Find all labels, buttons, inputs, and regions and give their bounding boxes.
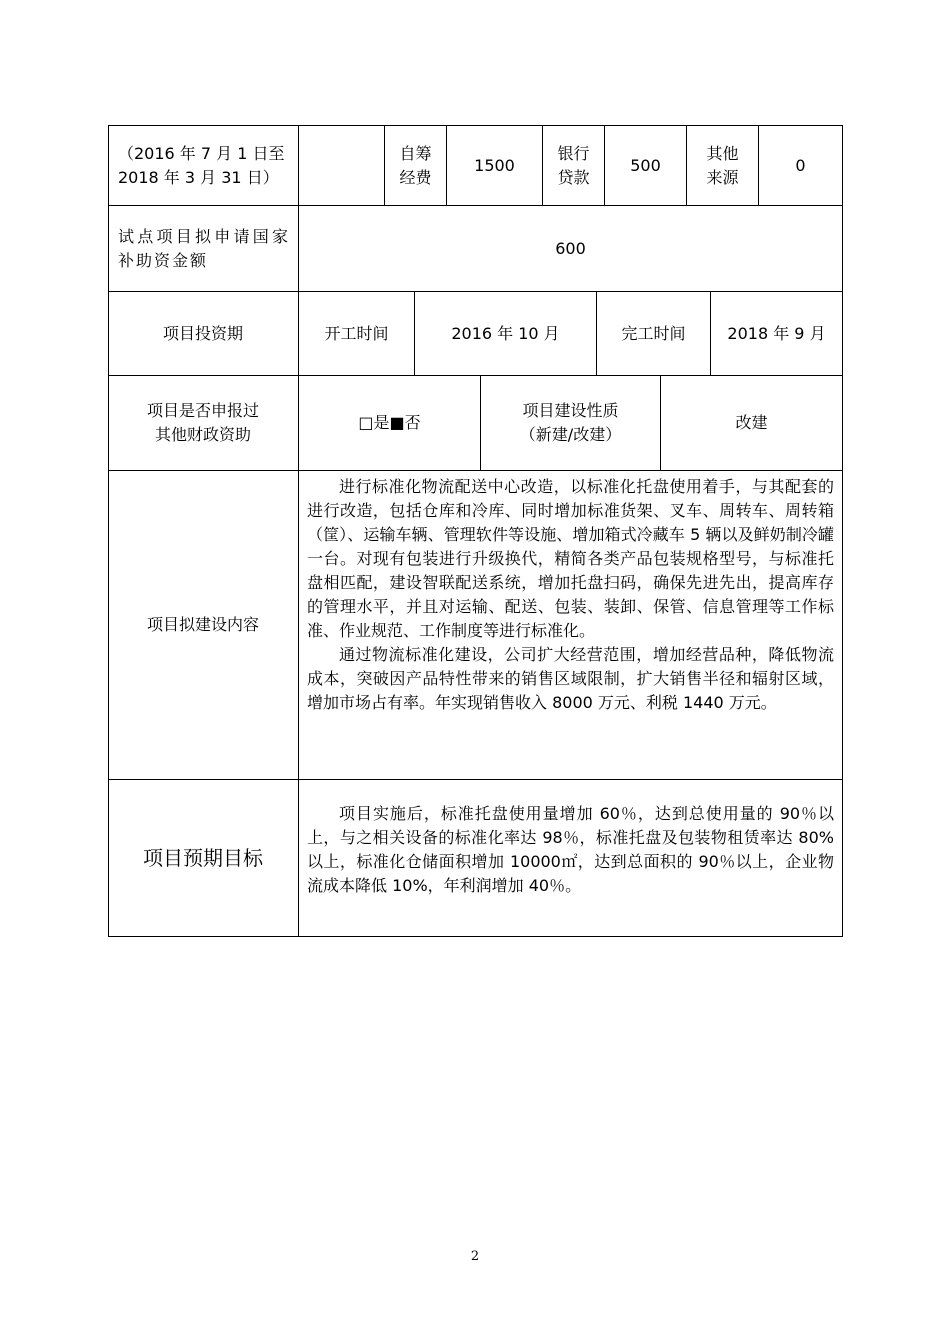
other-subsidy-label-cell xyxy=(108,376,298,470)
subsidy-label: 试点项目拟申请国家补助资金额 xyxy=(118,226,290,270)
other-source-label-cell xyxy=(686,126,758,205)
start-time-value: 2016 年 10 月 xyxy=(451,323,560,343)
subsidy-value: 600 xyxy=(555,238,586,258)
table-border-right xyxy=(842,125,843,937)
yes-label: 是 xyxy=(373,413,390,432)
construction-content-paragraph-2: 通过物流标准化建设，公司扩大经营范围，增加经营品种，降低物流成本，突破因产品特性带来的销售区域限制，扩大销售半径和辐射区域，增加市场占有率。年实现销售收入 8000 万元、利税 1440 万元。 xyxy=(307,645,834,712)
blank-cell xyxy=(298,126,384,205)
expected-goals-text-cell xyxy=(298,780,842,936)
end-time-label-cell xyxy=(596,292,710,375)
construction-nature-value-cell xyxy=(660,376,842,470)
other-source-label: 其他来源 xyxy=(706,143,739,187)
start-time-value-cell xyxy=(414,292,596,375)
end-time-label: 完工时间 xyxy=(621,323,686,343)
bank-loan-value: 500 xyxy=(630,155,661,175)
funding-row xyxy=(108,126,842,205)
other-subsidy-row xyxy=(108,376,842,470)
page-number: 2 xyxy=(470,1249,480,1264)
construction-content-label-cell xyxy=(108,471,298,779)
expected-goals-paragraph: 项目实施后，标准托盘使用量增加 60％，达到总使用量的 90％以上，与之相关设备的标准化率达 98％，标准托盘及包装物租赁率达 80%以上，标准化仓储面积增加 10000㎡，达到总面积的 90％以上，企业物流成本降低 10%，年利润增加 40％。 xyxy=(307,804,834,895)
construction-content-paragraph-1: 进行标准化物流配送中心改造，以标准化托盘使用着手，与其配套的进行改造，包括仓库和冷库、同时增加标准货架、叉车、周转车、周转箱（筐）、运输车辆、管理软件等设施、增加箱式冷藏车 5 辆以及鲜奶制冷罐一台。对现有包装进行升级换代，精简各类产品包装规格型号，与标准托盘相匹配，建设智联配送系统，增加托盘扫码，确保先进先出，提高库存的管理水平，并且对运输、配送、包装、装卸、保管、信息管理等工作标准、作业规范、工作制度等进行标准化。 xyxy=(307,477,834,640)
no-checkbox-icon: ■ xyxy=(389,413,405,432)
end-time-value-cell xyxy=(710,292,842,375)
other-subsidy-label-line1: 项目是否申报过 xyxy=(146,401,259,420)
bank-loan-label: 银行贷款 xyxy=(557,143,590,187)
subsidy-label-cell xyxy=(108,206,298,291)
self-funds-label-cell xyxy=(384,126,446,205)
subsidy-row xyxy=(108,206,842,291)
construction-nature-label-cell xyxy=(480,376,660,470)
other-source-value-cell xyxy=(758,126,842,205)
period-cell xyxy=(108,126,298,205)
start-time-label: 开工时间 xyxy=(324,323,389,343)
other-subsidy-label-line2: 其他财政资助 xyxy=(154,425,251,444)
construction-nature-value: 改建 xyxy=(735,413,768,432)
table-border-bottom xyxy=(108,936,843,937)
investment-period-row xyxy=(108,292,842,375)
bank-loan-value-cell xyxy=(604,126,686,205)
start-time-label-cell xyxy=(298,292,414,375)
expected-goals-row xyxy=(108,780,842,936)
construction-content-text-cell xyxy=(298,471,842,779)
expected-goals-label-cell xyxy=(108,780,298,936)
no-label: 否 xyxy=(404,413,421,432)
investment-period-label: 项目投资期 xyxy=(162,323,243,343)
self-funds-value: 1500 xyxy=(474,155,515,175)
other-source-value: 0 xyxy=(795,155,806,175)
bank-loan-label-cell xyxy=(542,126,604,205)
investment-period-label-cell xyxy=(108,292,298,375)
period-label: （2016 年 7 月 1 日至 2018 年 3 月 31 日） xyxy=(118,143,285,187)
expected-goals-label: 项目预期目标 xyxy=(143,846,263,870)
yes-no-cell xyxy=(298,376,480,470)
yes-checkbox-icon: □ xyxy=(358,413,374,432)
self-funds-value-cell xyxy=(446,126,542,205)
self-funds-label: 自筹经费 xyxy=(399,143,432,187)
construction-nature-label-line1: 项目建设性质 xyxy=(522,401,619,420)
construction-content-row xyxy=(108,471,842,779)
construction-nature-label-line2: （新建/改建） xyxy=(519,425,622,444)
construction-content-label: 项目拟建设内容 xyxy=(146,615,259,634)
subsidy-value-cell xyxy=(298,206,842,291)
end-time-value: 2018 年 9 月 xyxy=(727,323,826,343)
